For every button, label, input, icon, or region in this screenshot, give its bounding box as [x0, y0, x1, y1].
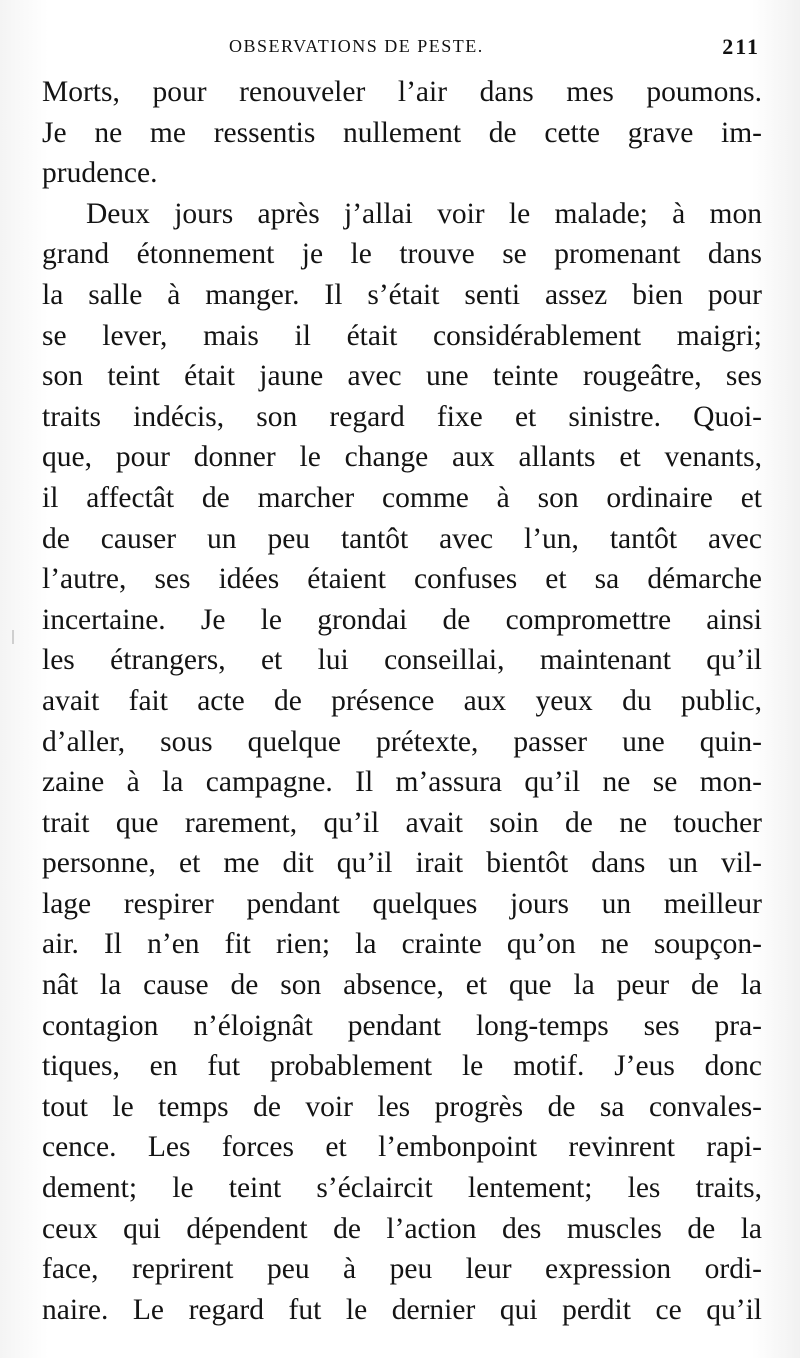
- text-line: air. Il n’en fit rien; la crainte qu’on ne soupçon-: [42, 928, 762, 961]
- text-line: Je ne me ressentis nullement de cette grave im-: [42, 116, 762, 149]
- text-line: tout le temps de voir les progrès de sa convales-: [42, 1090, 762, 1123]
- text-line: zaine à la campagne. Il m’assura qu’il ne se mon-: [42, 766, 762, 799]
- text-line: contagion n’éloignât pendant long-temps ses pra-: [42, 1009, 762, 1042]
- text-line: dement; le teint s’éclaircit lentement; les traits,: [42, 1172, 762, 1205]
- text-line: naire. Le regard fut le dernier qui perdit ce qu’il: [42, 1293, 762, 1326]
- text-line: les étrangers, et lui conseillai, maintenant qu’il: [42, 644, 762, 677]
- text-line: que, pour donner le change aux allants et venants,: [42, 441, 762, 474]
- text-line: ceux qui dépendent de l’action des muscles de la: [42, 1212, 762, 1245]
- text-line: avait fait acte de présence aux yeux du public,: [42, 684, 762, 717]
- text-line: il affectât de marcher comme à son ordinaire et: [42, 481, 762, 514]
- margin-mark: [12, 630, 14, 644]
- text-line: prudence.: [42, 157, 158, 190]
- text-line: Morts, pour renouveler l’air dans mes poumons.: [42, 76, 762, 108]
- running-head: [44, 36, 764, 66]
- text-line: l’autre, ses idées étaient confuses et sa démarche: [42, 563, 762, 596]
- body-text: [42, 72, 762, 1330]
- text-line: d’aller, sous quelque prétexte, passer une quin-: [42, 725, 762, 758]
- text-line: lage respirer pendant quelques jours un meilleur: [42, 887, 762, 920]
- page-number: 211: [722, 34, 760, 59]
- text-line: tiques, en fut probablement le motif. J’eus donc: [42, 1050, 762, 1083]
- text-line: la salle à manger. Il s’était senti assez bien pour: [42, 278, 762, 311]
- text-line: cence. Les forces et l’embonpoint revinrent rapi-: [42, 1131, 762, 1164]
- text-line: traits indécis, son regard fixe et sinistre. Quoi-: [42, 400, 762, 433]
- text-line: nât la cause de son absence, et que la peur de la: [42, 969, 762, 1002]
- text-line: de causer un peu tantôt avec l’un, tantôt avec: [42, 522, 762, 555]
- paragraph-start-line: Deux jours après j’allai voir le malade; à mon: [86, 197, 762, 230]
- text-line: personne, et me dit qu’il irait bientôt dans un vil-: [42, 847, 762, 880]
- text-line: grand étonnement je le trouve se promenant dans: [42, 238, 762, 271]
- text-line: incertaine. Je le grondai de compromettre ainsi: [42, 603, 762, 636]
- text-line: trait que rarement, qu’il avait soin de ne toucher: [42, 806, 762, 839]
- running-title: OBSERVATIONS DE PESTE.: [229, 36, 484, 56]
- text-line: se lever, mais il était considérablement maigri;: [42, 319, 762, 352]
- text-line: son teint était jaune avec une teinte rougeâtre, ses: [42, 360, 762, 393]
- text-line: face, reprirent peu à peu leur expression ordi-: [42, 1253, 762, 1286]
